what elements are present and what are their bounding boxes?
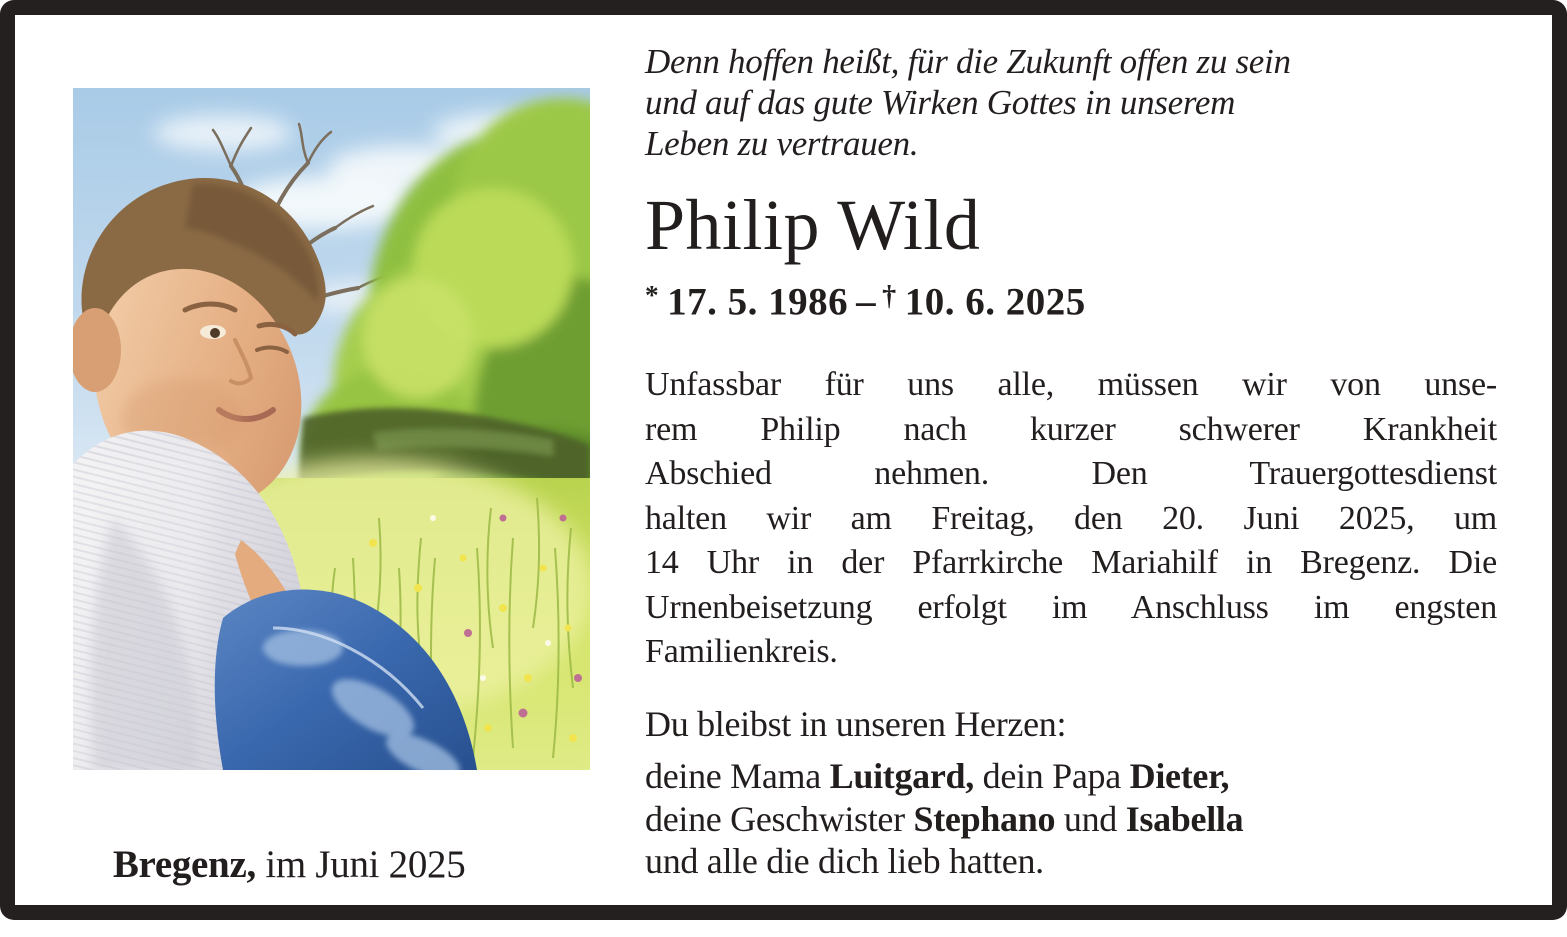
remembrance-line [645, 755, 1497, 798]
remembrance-segment: deine Mama [645, 756, 830, 796]
remembrance-line [645, 840, 1497, 883]
announcement-line: 14 Uhr in der Pfarrkirche Mariahilf in Bregenz. Die [645, 544, 1497, 581]
dateline-date: im Juni 2025 [255, 843, 466, 886]
dates-separator: – [856, 280, 877, 324]
announcement-text [645, 363, 1497, 675]
announcement-line: Familienkreis. [645, 633, 838, 670]
remembrance-segment: und alle die dich lieb hatten. [645, 841, 1044, 881]
death-date: 10. 6. 2025 [904, 280, 1086, 324]
portrait-photo-illustration [73, 88, 590, 770]
announcement-line: Abschied nehmen. Den Trauergottesdienst [645, 455, 1497, 492]
memorial-quote [645, 41, 1497, 164]
remembrance-name-bold: Dieter, [1129, 756, 1230, 796]
dateline [75, 793, 465, 937]
remembrance-segment: dein Papa [973, 756, 1130, 796]
death-symbol: † [882, 280, 897, 312]
announcement-line: Unfassbar für uns alle, müssen wir von unse- [645, 366, 1497, 403]
dateline-place: Bregenz, [112, 843, 256, 886]
announcement-line: Urnenbeisetzung erfolgt im Anschluss im engsten [645, 588, 1497, 626]
quote-line: Denn hoffen heißt, für die Zukunft offen zu sein [645, 42, 1291, 81]
portrait-photo [73, 88, 590, 770]
announcement-line: halten wir am Freitag, den 20. Juni 2025, um [645, 499, 1497, 537]
remembrance-segment: und [1055, 798, 1126, 839]
birth-symbol: * [645, 280, 660, 310]
quote-line: Leben zu vertrauen. [645, 124, 919, 163]
announcement-line: rem Philip nach kurzer schwerer Krankheit [645, 410, 1497, 448]
birth-date: 17. 5. 1986 [667, 280, 849, 324]
remembrance-segment: deine Geschwister [645, 798, 914, 839]
remembrance-intro: Du bleibst in unseren Herzen: [645, 704, 1067, 744]
life-dates [645, 273, 1497, 324]
sunlight-wash [73, 448, 213, 770]
quote-line: und auf das gute Wirken Gottes in unserem [645, 83, 1236, 122]
remembrance-names [645, 755, 1497, 883]
remembrance-name-bold: Luitgard, [829, 756, 974, 796]
remembrance-line [645, 798, 1497, 841]
deceased-name: Philip Wild [645, 185, 981, 265]
remembrance-name-bold: Stephano [913, 798, 1056, 839]
remembrance-name-bold: Isabella [1125, 798, 1244, 839]
